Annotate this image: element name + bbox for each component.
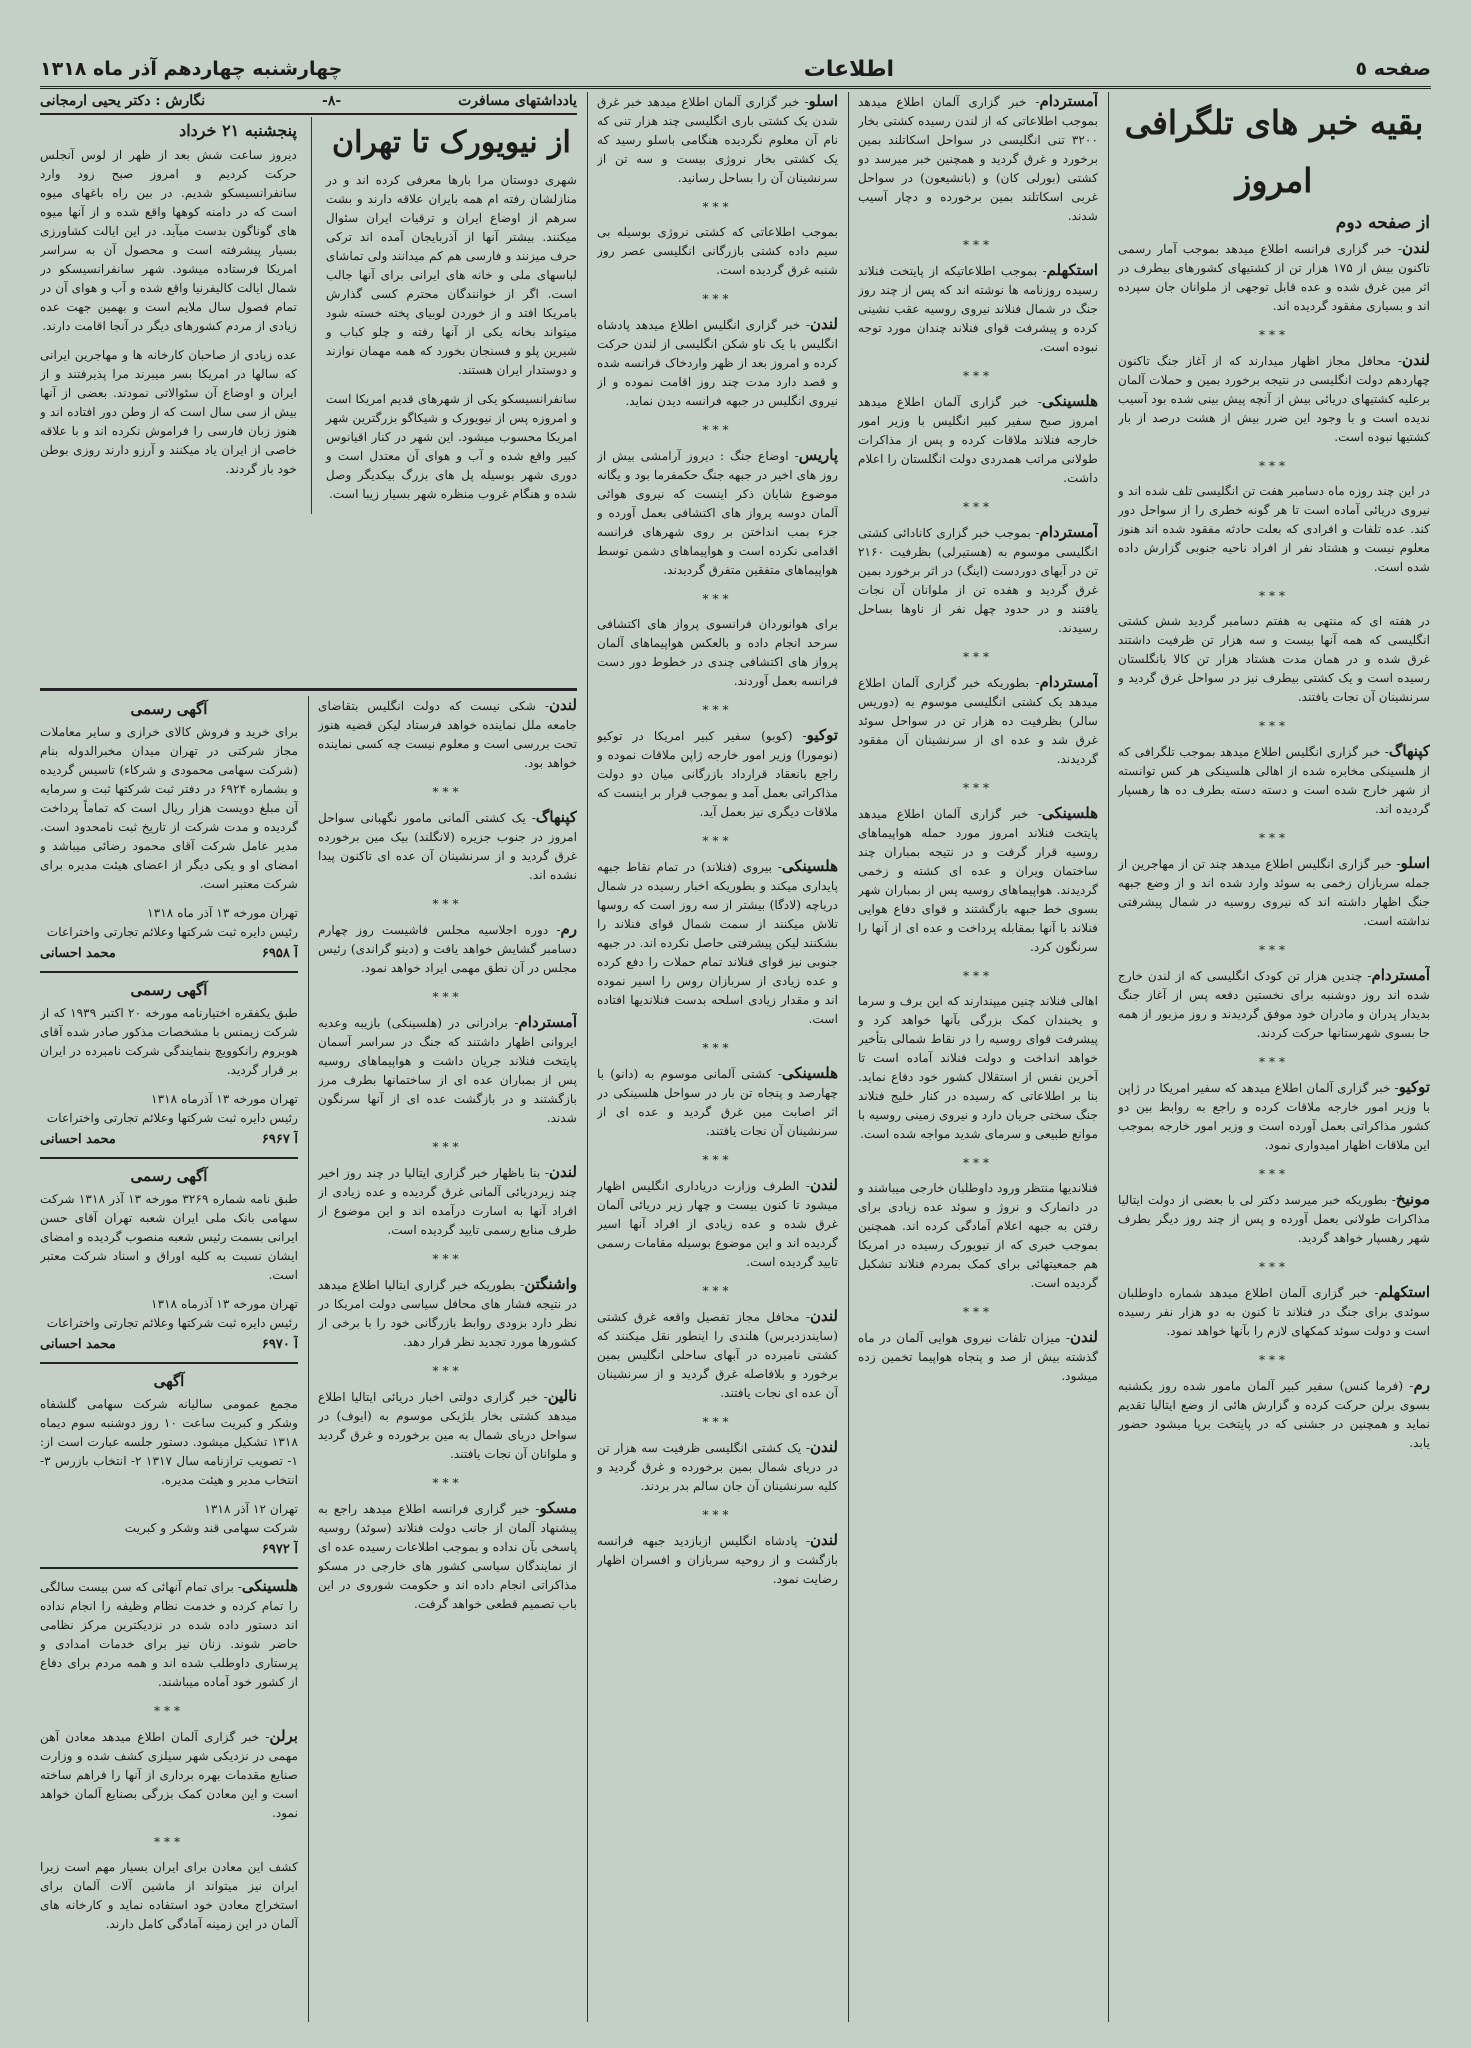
- column-ads: [40, 696, 298, 2022]
- separator: ***: [963, 781, 993, 795]
- dateline-city: لندن: [810, 1531, 838, 1549]
- news-text: - بنا باظهار خبر گزاری ایتالیا در چند روز اخیر چند زیردریائی آلمانی غرق گردیده و عده زیادی از افراد آنها به اسارت درآمده اند و این موضوع از طرف منابع رسمی تایید گردیده است.: [318, 1166, 577, 1237]
- dateline-city: لندن: [810, 1176, 838, 1194]
- notice-title: آگهی رسمی: [130, 981, 208, 999]
- dateline-city: آمستردام: [1039, 523, 1098, 541]
- news-item: [858, 1179, 1098, 1293]
- dateline-city: لندن: [810, 1307, 838, 1325]
- dateline-city: هلسینکی: [781, 857, 838, 875]
- news-text: - خبر گزاری آلمان اطلاع میدهد معادن آهن مهمی در نزدیکی شهر سیلزی کشف شده و وزارت صنایع مقدمات بهره برداری از آنها را فراهم ساخته است و این معادن کمک بزرگی بصنایع آلمان خواهد نمود.: [40, 1730, 298, 1820]
- notice-signature-row: [40, 1540, 298, 1559]
- notice-title: آگهی رسمی: [130, 700, 208, 718]
- news-item: [40, 1858, 298, 1934]
- dateline-city: هلسینکی: [1041, 392, 1098, 410]
- separator: ***: [1259, 1167, 1289, 1181]
- news-item: [597, 446, 838, 580]
- separator: ***: [1259, 719, 1289, 733]
- separator: ***: [1259, 1055, 1289, 1069]
- dateline-city: اسلو: [808, 92, 838, 110]
- news-text: - یک کشتی انگلیسی ظرفیت سه هزار تن در دریای شمال بمین برخورده و غرق گردید و کلیه سرنشینان آن جان سالم بدر بردند.: [597, 1441, 838, 1493]
- separator: ***: [702, 1508, 733, 1522]
- news-text: - یک کشتی آلمانی مامور نگهبانی سواحل امروز در جنوب جزیره (لانگلند) بیک مین برخورده غرق گردید و از سرنشینان آن عده ای تاکنون پیدا نشده اند.: [318, 811, 577, 882]
- dateline-city: هلسینکی: [781, 1064, 838, 1082]
- news-item: [858, 673, 1098, 769]
- notice-place-date: تهران ۱۲ آذر ۱۳۱۸: [204, 1502, 298, 1516]
- separator: ***: [702, 200, 733, 214]
- news-text: - بطوریکه خبر میرسد دکتر لی با بعضی از دولت ایتالیا مذاکرات طولانی بعمل آورده و پس از چند روز دیگر بطرف شهر رهسپار خواهد گردید.: [1118, 1193, 1430, 1245]
- wire-news-item: [1118, 612, 1430, 707]
- news-text: فنلاندیها منتظر ورود داوطلبان خارجی میباشند و در دانمارک و نروژ و سوئد عده زیادی برای رفتن به جبهه اعلام آمادگی کرده اند. همچنین بموجب خبری که از نیویورک رسیده در امریکا هم جمعیتهائی برای کمک بمردم فنلاند تشکیل گردیده است.: [858, 1181, 1098, 1290]
- dateline-city: توکیو: [1398, 1078, 1430, 1096]
- news-item: [597, 315, 838, 411]
- news-text: - اوضاع جنگ : دیروز آرامشی بیش از روز های اخیر در جبهه جنگ حکمفرما بود و یگانه موضوع شایان ذکر اینست که نیروی هوائی آلمان دوسه پرواز های اکتشافی بعمل آورده و جزء بمب انداختن بر روی شهرهای فرانسه اقدامی نکرده است و هواپیماهای دشمن توسط هواپیماهای متفقین متفرق گردیدند.: [597, 449, 838, 577]
- news-text: - بیروی (فنلاند) در تمام نقاط جبهه پایداری میکند و بطوریکه اخبار رسیده در شمال دریاچه (لادگا) بیشتر از سه روز است که روسها تلاش میکنند از سمت شمال قوای فنلاند را بشکنند لیکن پیشرفتی حاصل نکرده اند. در جبهه جنوبی نیز قوای فنلاند تمام حملات را دفع کرده و عده زیادی از سربازان روس را اسیر نموده اند و مقدار زیادی اسلحه بدست فنلاندیها افتاده است.: [597, 860, 838, 1026]
- dateline-city: لندن: [549, 696, 577, 714]
- separator: ***: [154, 1704, 184, 1718]
- notice-code: آ ۶۹۷۰: [261, 1337, 298, 1352]
- page-number: صفحه ٥: [1355, 58, 1431, 80]
- notice-code: آ ۶۹۷۲: [261, 1542, 298, 1557]
- column-wire-news: [1118, 92, 1430, 2022]
- issue-date: چهارشنبه چهاردهم آذر ماه ۱۳۱۸: [40, 58, 343, 80]
- wire-news-item: [1118, 1376, 1430, 1453]
- news-item: [597, 1176, 838, 1272]
- separator: ***: [1259, 1260, 1289, 1274]
- news-item: [597, 223, 838, 280]
- news-text: - برای تمام آنهائی که سن بیست سالگی را تمام کرده و خدمت نظام وظیفه را انجام نداده اند دستور داده شده در نزدیکترین مرکز نظامی حاضر شوند. زنان نیز برای خدمات امدادی و پرستاری داوطلب شده اند و همه مردم برای دفاع از کشور خود آماده میباشند.: [40, 1580, 298, 1689]
- wire-news-item: [1118, 239, 1430, 316]
- dateline-city: کپنهاگ: [1388, 742, 1430, 760]
- dateline-city: استکهلم: [1046, 261, 1098, 279]
- dateline-city: آمستردام: [1039, 673, 1098, 691]
- news-text: اهالی فنلاند چنین میپندارند که این برف و سرما و یخبندان کمک بزرگی بآنها خواهد کرد و پیشرفت قوای روسیه را در نقاط شمالی بتأخیر خواهد انداخت و دولت فنلاند آماده است تا آخرین نفس از استقلال کشور خود دفاع نماید. بنا بر اطلاعاتی که رسیده در کنار خلیج فنلاند جنگ سختی جریان دارد و نیروی زمینی روسیه با موانع طبیعی و سرمای شدید مواجه شده است.: [858, 994, 1098, 1141]
- travel-title: از نیویورک تا تهران: [332, 125, 571, 160]
- separator: ***: [432, 1252, 463, 1266]
- news-text: - پادشاه انگلیس ازبازدید جبهه فرانسه بازگشت و از روحیه سربازان و افسران اظهار رضایت نمود.: [597, 1534, 838, 1586]
- news-text: - کشتی آلمانی موسوم به (دانو) با چهارصد و پنجاه تن بار در سواحل هلسینکی در اثر اصابت مین غرق گردید و عده ای از سرنشینان آن نجات یافتند.: [597, 1067, 838, 1138]
- news-item: [597, 1531, 838, 1589]
- dateline-city: رم: [560, 920, 577, 938]
- separator: ***: [1259, 1353, 1289, 1367]
- separator: ***: [432, 1476, 463, 1490]
- news-text: در هفته ای که منتهی به هفتم دسامبر گردید شش کشتی انگلیسی که همه آنها بیست و سه هزار تن ظرفیت داشتند غرق شده و در همان مدت هشتاد هزار تن کالا بانگلستان رسیده است و یک کشتی بیطرف نیز در سواحل غرق گردید و سرنشینان آن نجات یافتند.: [1118, 614, 1430, 704]
- series-title: یادداشتهای مسافرت: [458, 93, 577, 109]
- dateline-city: لندن: [810, 315, 838, 333]
- news-text: - خبر گزاری آلمان اطلاع میدهد امروز صبح سفیر کبیر انگلیس با وزیر امور خارجه فنلاند ملاقات کرده و پس از مذاکرات طولانی مراتب همدردی دولت انگلستان را اعلام داشت.: [858, 395, 1098, 485]
- dateline-city: توکیو: [806, 726, 838, 744]
- notice-place-date: تهران مورخه ۱۳ آذرماه ۱۳۱۸: [151, 1092, 298, 1106]
- notice-place-date: تهران مورخه ۱۳ آذر ماه ۱۳۱۸: [147, 906, 298, 920]
- news-item: [858, 523, 1098, 638]
- travel-byline: [40, 92, 577, 115]
- column-news-3: [597, 92, 838, 2022]
- dateline-city: اسلو: [1400, 854, 1430, 872]
- separator: ***: [702, 1153, 733, 1167]
- news-item: [858, 1328, 1098, 1386]
- wire-news-headline: بقیه خبر های تلگرافی امروز: [1124, 103, 1424, 200]
- news-text: - محافل مجاز اظهار میدارند که از آغاز جنگ تاکنون چهاردهم دولت انگلیسی در نتیجه برخورد بمین و حملات آلمان برعلیه کشتیهای دریائی بیش از آنچه پیش بینی شده بود آسیب ندیده است و با وجود این ضرر بیش از هشت درصد از بار کشتیها نبوده است.: [1118, 354, 1430, 444]
- news-item: [858, 261, 1098, 357]
- news-text: - چندین هزار تن کودک انگلیسی که از لندن خارج شده اند روز دوشنبه برای نخستین دفعه پس از آغاز جنگ بدیدار پدران و مادران خود موفق گردیدند و روز مزبور از همه جا بسوی شهرستانها حرکت کردند.: [1118, 969, 1430, 1040]
- dateline-city: آمستردام: [518, 1013, 577, 1031]
- dateline-city: لندن: [810, 1438, 838, 1456]
- news-item: [318, 1163, 577, 1240]
- dateline-city: لندن: [1402, 239, 1430, 257]
- column-news-2: [858, 92, 1098, 2022]
- news-item: [597, 1064, 838, 1141]
- news-item: [318, 808, 577, 885]
- dateline-city: آمستردام: [1039, 92, 1098, 110]
- news-text: بموجب اطلاعاتی که کشتی نروژی بوسیله بی سیم داده کشتی بازرگانی انگلیسی عصر روز شنبه غرق گردیده است.: [597, 225, 838, 277]
- official-notice: [40, 1167, 298, 1354]
- news-text: - خبر گزاری فرانسه اطلاع میدهد بموجب آمار رسمی تاکنون بیش از ۱۷۵ هزار تن از کشتیهای کشورهای بیطرف در اثر مین غرق شده و عده قابل توجهی از ملوانان جان سپرده اند و بسیاری مفقود گردیده اند.: [1118, 242, 1430, 313]
- travel-article: [40, 92, 577, 682]
- separator: ***: [702, 423, 733, 437]
- notice-office: رئیس دایره ثبت شرکتها وعلائم تجارتی واختراعات: [46, 1316, 298, 1330]
- dateline-city: رم: [1413, 1376, 1430, 1394]
- wire-news-list: [1118, 239, 1430, 1453]
- news-text: در این چند روزه ماه دسامبر هفت تن انگلیسی تلف شده اند و نیروی دریائی آماده است تا هر گونه خطری را از سواحل دور کند. عده تلفات و افرادی که بعلت حادثه مفقود شده اند هنوز معلوم نیست و هشتاد نفر از افراد ناحیه جنوبی گزارش داده شده است.: [1118, 484, 1430, 574]
- masthead: [40, 52, 1431, 89]
- news-item: [597, 1438, 838, 1496]
- news-item: [318, 1499, 577, 1614]
- separator: ***: [432, 1140, 463, 1154]
- separator: ***: [702, 1415, 733, 1429]
- notice-signature-row: [40, 1130, 298, 1149]
- separator: ***: [1259, 831, 1289, 845]
- notice-signature-row: [40, 1335, 298, 1354]
- wire-news-item: [1118, 854, 1430, 931]
- separator: ***: [963, 969, 993, 983]
- notice-body: برای خرید و فروش کالای خرازی و سایر معاملات مجاز شرکتی در تهران میدان مخبرالدوله بنام (شرکت سهامی محمودی و شرکاء) تاسیس گردیده و بشماره ۶۹۲۴ در دفتر ثبت شرکتها ثبت و سرمایه آن مبلغ دویست هزار ریال است که تماماً پرداخت گردیده و مدت شرکت از تاریخ ثبت نامحدود است. مدیر عامل شرکت آقای محمود رضائی میباشد و امضای او و یکی دیگر از اعضای هیئت مدیره برای شرکت معتبر است.: [40, 725, 298, 891]
- news-item: [40, 1577, 298, 1692]
- wire-news-item: [1118, 482, 1430, 577]
- separator: ***: [154, 1835, 184, 1849]
- author: نگارش : دکتر یحیی ارمجانی: [40, 93, 206, 109]
- news-text: برای هوانوردان فرانسوی پرواز های اکتشافی سرحد انجام داده و بالعکس هواپیماهای آلمان پرواز های اکتشافی چندی در خطوط دور دست فرانسه بعمل آوردند.: [597, 617, 838, 688]
- news-item: [858, 92, 1098, 226]
- dateline-city: مونیخ: [1395, 1190, 1430, 1208]
- news-text: - (فرما کنس) سفیر کبیر آلمان مامور شده روز یکشنبه بسوی برلن حرکت کرده و گزارش هائی از وضع ایتالیا تقدیم نماید و همچنین در جشنی که در پایتخت برپا میشود حضور یابد.: [1118, 1379, 1430, 1450]
- news-text: - خبر گزاری انگلیس اطلاع میدهد چند تن از مهاجرین از جمله سربازان زخمی به سوئد وارد شده اند و از وضع جبهه جنگ اظهار داشته اند که نیروی روسیه در شمال پیشرفتی نداشته است.: [1118, 857, 1430, 928]
- wire-news-item: [1118, 1283, 1430, 1341]
- notice-signature-row: [40, 944, 298, 963]
- official-notice: [40, 700, 298, 963]
- travel-left-part: [40, 117, 297, 514]
- column-news-4: [318, 696, 577, 2022]
- dateline-city: پاریس: [798, 446, 838, 464]
- news-text: - خبر گزاری انگلیس اطلاع میدهد بموجب تلگرافی که از هلسینکی مخابره شده از اهالی هلسینکی هر کس توانسته از شهر خارج شده است و دسته دسته بطرف ده ها رهسپار گردیده اند.: [1118, 745, 1430, 816]
- dateline-city: برلن: [269, 1727, 298, 1745]
- news-text: - خبر گزاری دولتی اخبار دریائی ایتالیا اطلاع میدهد کشتی بخار بلژیکی موسوم به (ایوف) در سواحل دریای شمال به مین برخورده و غرق گردید و ملوانان آن نجات یافتند.: [318, 1390, 577, 1461]
- news-item: [597, 857, 838, 1029]
- separator: ***: [963, 1305, 993, 1319]
- separator: ***: [432, 897, 463, 911]
- dateline-city: لندن: [549, 1163, 577, 1181]
- separator: ***: [963, 500, 993, 514]
- wire-news-item: [1118, 966, 1430, 1043]
- news-text: - خبر گزاری آلمان اطلاع میدهد پایتخت فنلاند امروز مورد حمله هواپیماهای روسیه قرار گرفت و در نتیجه بمباران چند ساختمان ویران و عده ای کشته و زخمی گردیدند. هواپیماهای روسیه پس از بمباران شهر بسوی خط جبهه بازگشتند و قوای دفاع هوایی فنلاند با آنها بمقابله پرداخت و عده ای از آنها را سرنگون کرد.: [858, 807, 1098, 954]
- dateline-city: کپنهاگ: [535, 808, 577, 826]
- official-notice: [40, 1372, 298, 1559]
- separator: ***: [963, 369, 993, 383]
- separator: ***: [963, 1156, 993, 1170]
- news-text: - شکی نیست که دولت انگلیس بتقاضای جامعه ملل نماینده خواهد فرستاد لیکن قضیه هنوز تحت بررسی است و معلوم نیست چه کسی نماینده خواهد بود.: [318, 699, 577, 770]
- dateline-city: لندن: [1402, 351, 1430, 369]
- travel-day-text: دیروز ساعت شش بعد از ظهر از لوس آنجلس حرکت کردیم و امروز صبح زود وارد سانفرانسیسکو شدیم. در بین راه باغهای میوه است که در دامنه کوهها واقع شده و از آنها میوه های گوناگون بدست میآید. در این ایالت کشاورزی بسیار پیشرفته است و محصول آن به سراسر امریکا فرستاده میشود. شهر سانفرانسیسکو در شمال ایالت کالیفرنیا واقع شده و آب و هوای آن در تمام فصول سال ملایم است و بهمین جهت عده زیادی از مردم کشورهای دیگر در آنجا اقامت دارند.: [40, 148, 297, 333]
- official-notice: [40, 981, 298, 1149]
- newspaper-name: اطلاعات: [803, 56, 895, 82]
- news-text: کشف این معادن برای ایران بسیار مهم است زیرا ایران نیز میتواند از ماشین آلات آلمان برای استخراج معادن خود استفاده نماید و کارخانه های آلمان در این زمینه آمادگی کامل دارند.: [40, 1860, 298, 1931]
- news-item: [318, 1275, 577, 1352]
- separator: ***: [963, 238, 993, 252]
- notice-office: رئیس دایره ثبت شرکتها وعلائم تجارتی واختراعات: [46, 1111, 298, 1125]
- news-text: - خبر گزاری انگلیس اطلاع میدهد پادشاه انگلیس با یک ناو شکن انگلیسی از لندن حرکت کرده و امروز بعد از ظهر واردخاک فرانسه شده و قصد دارد مدت چند روز اقامت نموده و از نیروی انگلیس در جبهه فرانسه دیدن نماید.: [597, 318, 838, 408]
- separator: ***: [702, 834, 733, 848]
- separator: ***: [432, 1364, 463, 1378]
- wire-news-item: [1118, 351, 1430, 447]
- news-item: [318, 696, 577, 773]
- separator: ***: [1259, 459, 1289, 473]
- news-text: - (کوبو) سفیر کبیر امریکا در توکیو (نومورا) وزیر امور خارجه ژاپن ملاقات نموده و راجع بانعقاد قرارداد بازرگانی میان دو دولت مذاکراتی بعمل آمد و بموجب قرار بر اینست که ملاقات دیگری نیز بعمل آید.: [597, 729, 838, 819]
- news-list-3: [597, 92, 838, 1589]
- wire-news-item: [1118, 1078, 1430, 1155]
- ads-list: [40, 700, 298, 1559]
- dateline-city: هلسینکی: [241, 1577, 298, 1595]
- news-text: - برادرانی در (هلسینکی) بازیبه وعدیه ایروانی اظهار داشتند که جنگ در سراسر آسمان پایتخت فنلاند جریان داشت و هواپیماهای روسیه پس از بمباران عده ای از ساختمانها بطرف مرز بازگشتند و در بازگشت عده ای از آنها سرنگون شدند.: [318, 1016, 577, 1125]
- separator: ***: [1259, 943, 1289, 957]
- news-item: [597, 92, 838, 188]
- separator: ***: [702, 292, 733, 306]
- news-text: - بطوریکه خبر گزاری آلمان اطلاع میدهد یک کشتی انگلیسی موسوم به (دوریس سالر) بظرفیت ده هزار تن در سواحل سوئد غرق شد و عده ای از سرنشینان آن مفقود گردیدند.: [858, 676, 1098, 766]
- news-text: - میزان تلفات نیروی هوایی آلمان در ماه گذشته بیش از صد و پنجاه هواپیما تخمین زده میشود.: [858, 1331, 1098, 1383]
- dateline-city: نالین: [547, 1387, 577, 1405]
- news-text: - دوره اجلاسیه مجلس فاشیست روز چهارم دسامبر گشایش خواهد یافت و (دینو گراندی) رئیس مجلس در آن نطق مهمی ایراد خواهد نمود.: [318, 923, 577, 975]
- travel-intro-2: سانفرانسیسکو یکی از شهرهای قدیم امریکا است و امروزه پس از نیویورک و شیکاگو بزرگترین شهر امریکا محسوب میشود. این شهر در کنار اقیانوس کبیر واقع شده و آب و هوای آن معتدل است و دوری شهر بوسیله پل های بزرگ بیکدیگر وصل شده و هنگام غروب منظره شهر بسیار زیبا است.: [325, 392, 577, 501]
- wire-news-item: [1118, 1190, 1430, 1248]
- news-text: - بطوریکه خبر گزاری ایتالیا اطلاع میدهد در نتیجه فشار های محافل سیاسی دولت امریکا در نظر دارد بزودی روابط بازرگانی خود را با برخی از کشورها مورد تجدید نظر قرار دهد.: [318, 1278, 577, 1349]
- news-item: [858, 992, 1098, 1144]
- dateline-city: هلسینکی: [1041, 804, 1098, 822]
- notice-place-date: تهران مورخه ۱۳ آذرماه ۱۳۱۸: [151, 1297, 298, 1311]
- travel-intro: شهری دوستان مرا بارها معرفی کرده اند و در منازلشان رفته ام همه بایران علاقه دارند و بشت سرهم از اوضاع ایران و ترقیات ایران سئوال میکنند. بیشتر آنها از آذربایجان آمده اند ترکی حرف میزنند و فارسی هم کم میدانند ولی تماشای لباسهای ملی و خانه های ایرانی برای آنها جالب است. اگر از خوانندگان محترم کسی گذارش بامریکا افتد و از خوردن لوبیای پخته خسته شود میتواند بخانه یکی از آنها رفته و چلو کباب و شیرین پلو و فسنجان بخورد که همه مهمان نوازند و دوستدار ایران هستند.: [325, 173, 577, 377]
- news-text: - خبر گزاری آلمان اطلاع میدهد خبر غرق شدن یک کشتی باری انگلیسی چند هزار تنی که نام آن معلوم نگردیده هنگامی باسلو رسید که یک کشتی بخار نروژی بیست و سه تن از سرنشینان آن را بساحل رسانید.: [597, 95, 838, 185]
- news-item: [597, 726, 838, 822]
- wire-news-item: [1118, 742, 1430, 819]
- news-item: [318, 1013, 577, 1128]
- news-text: - محافل مجاز تفصیل واقعه غرق کشتی (سایندزدیرس) هلندی را اینطور نقل میکنند که کشتی نامبرده در آبهای ساحلی انگلیس بمین برخورد و بلافاصله غرق گردید و از سرنشینان آن عده ای نجات یافتند.: [597, 1310, 838, 1400]
- dateline-city: استکهلم: [1378, 1283, 1430, 1301]
- separator: ***: [1259, 328, 1289, 342]
- news-text: - خبر گزاری آلمان اطلاع میدهد شماره داوطلبان سوئدی برای جنگ در فنلاند تا کنون به دو هزار نفر رسیده است و دولت سوئد کمکهای لازم را بآنها خواهد نمود.: [1118, 1286, 1430, 1338]
- notice-code: آ ۶۹۶۷: [261, 1132, 298, 1147]
- notice-signer: محمد احسانی: [40, 1337, 116, 1352]
- separator: ***: [702, 703, 733, 717]
- dateline-city: آمستردام: [1371, 966, 1430, 984]
- news-text: - خبر گزاری آلمان اطلاع میدهد که سفیر امریکا در ژاپن با وزیر امور خارجه ملاقات کرده و راجع به روابط بین دو کشور مذاکراتی بعمل آورده است و وزیر امور خارجه بموجب این ملاقات اظهار امیدواری نمود.: [1118, 1081, 1430, 1152]
- notice-office: شرکت سهامی قند وشکر و کبریت: [124, 1521, 298, 1535]
- news-text: - خبر گزاری آلمان اطلاع میدهد بموجب اطلاعاتی که از لندن رسیده کشتی بخار ۳۲۰۰ تنی انگلیسی در سواحل اسکاتلند بمین برخورد و غرق گردید و همچنین خبر میرسد دو کشتی (بورلی کان) و (بانشیعون) در سواحل غربی اسکاتلند بمین برخورده و دچار آسیب شدند.: [858, 95, 1098, 223]
- wire-news-subtitle: از صفحه دوم: [1335, 213, 1430, 233]
- news-item: [318, 920, 577, 978]
- notice-title: آگهی رسمی: [130, 1167, 208, 1185]
- news-item: [40, 1727, 298, 1823]
- separator: ***: [963, 650, 993, 664]
- news-list-2: [858, 92, 1098, 1386]
- news-text: - بموجب اطلاعاتیکه از پایتخت فنلاند رسیده روزنامه ها نوشته اند که پس از چند روز جنگ در شمال فنلاند نیروی روسیه عقب نشینی کرده و پیشرفت قوای فنلاند چندان مورد توجه نبوده است.: [858, 264, 1098, 354]
- separator: ***: [432, 990, 463, 1004]
- notice-body: طبق یکفقره اختیارنامه مورخه ۲۰ اکتبر ۱۹۳۹ که از شرکت زیمنس با مشخصات مذکور صادر شده آقای هوبروم رانکوویچ بنمایندگی شرکت نامبرده در ایران بر قرار گردید.: [40, 1006, 298, 1077]
- notice-body: مجمع عمومی سالیانه شرکت سهامی گلشفاه وشکر و کبریت ساعت ۱۰ روز دوشنبه سوم دیماه ۱۳۱۸ تشکیل میشود. دستور جلسه عبارت است از: ۱- تصویب ترازنامه سال ۱۳۱۷ ۲- انتخاب بازرس ۳- انتخاب مدیر و هیئت مدیره.: [40, 1397, 298, 1487]
- notice-body: طبق نامه شماره ۳۲۶۹ مورخه ۱۳ آذر ۱۳۱۸ شرکت سهامی بانک ملی ایران شعبه تهران آقای حسن ایرانی بسمت رئیس شعبه منصوب گردیده و امضای ایشان نسبت به کلیه اوراق و اسناد شرکت معتبر است.: [40, 1192, 298, 1282]
- news-list-4: [318, 696, 577, 1614]
- travel-day-text-2: عده زیادی از صاحبان کارخانه ها و مهاجرین ایرانی که سالها در امریکا بسر میبرند مرا پذیرفتند و از ایران و اوضاع آن سئوالاتی نمودند. بعضی از آنها بیش از سی سال است که از وطن دور افتاده اند و هنوز زبان فارسی را فراموش نکرده اند و با علاقه خاصی از ایران یاد میکنند و آرزو دارند روزی بوطن خود باز گردند.: [40, 348, 297, 476]
- dateline-city: واشنگتن: [524, 1275, 577, 1293]
- notice-title: آگهی: [153, 1372, 185, 1390]
- news-text: - الطرف وزارت دریاداری انگلیس اظهار میشود تا کنون بیست و چهار زیر دریائی آلمان غرق شده و عده زیادی از افراد آنها اسیر گردیده اند و این موضوع بوسیله مقامات رسمی تایید گردیده است.: [597, 1179, 838, 1269]
- series-number: -۸-: [322, 93, 342, 109]
- notice-office: رئیس دایره ثبت شرکتها وعلائم تجارتی واختراعات: [46, 925, 298, 939]
- notice-signer: محمد احسانی: [40, 1132, 116, 1147]
- separator: ***: [702, 592, 733, 606]
- travel-date: پنجشنبه ۲۱ خرداد: [179, 121, 297, 140]
- separator: ***: [432, 785, 463, 799]
- notice-signer: محمد احسانی: [40, 946, 116, 961]
- dateline-city: مسکو: [539, 1499, 577, 1517]
- news-item: [858, 804, 1098, 957]
- news-item: [597, 1307, 838, 1403]
- news-text: - بموجب خبر گزاری کانادائی کشتی انگلیسی موسوم به (هستیرلی) بظرفیت ۲۱۶۰ تن در آبهای دوردست (اینگ) در اثر برخورد بمین غرق گردید و هفده تن از ملوانان آن نجات یافتند و در حدود چهل نفر از ناوها بساحل رسیدند.: [858, 526, 1098, 635]
- news-item: [318, 1387, 577, 1464]
- notice-code: آ ۶۹۵۸: [261, 946, 298, 961]
- separator: ***: [1259, 589, 1289, 603]
- news-text: - خبر گزاری فرانسه اطلاع میدهد راجع به پیشنهاد آلمان از جانب دولت فنلاند (سوئد) روسیه پاسخی بآن نداده و بموجب اطلاعات رسیده عده ای از نمایندگان سیاسی کشور های خارجی در مسکو مذاکراتی انجام داده اند و حکومت شوروی در این باب تصمیم قطعی خواهد گرفت.: [318, 1502, 577, 1611]
- news-item: [597, 615, 838, 691]
- dateline-city: لندن: [1070, 1328, 1098, 1346]
- news-list-5: [40, 1577, 298, 1934]
- travel-right-part: [326, 117, 577, 514]
- separator: ***: [702, 1041, 733, 1055]
- separator: ***: [702, 1284, 733, 1298]
- news-item: [858, 392, 1098, 488]
